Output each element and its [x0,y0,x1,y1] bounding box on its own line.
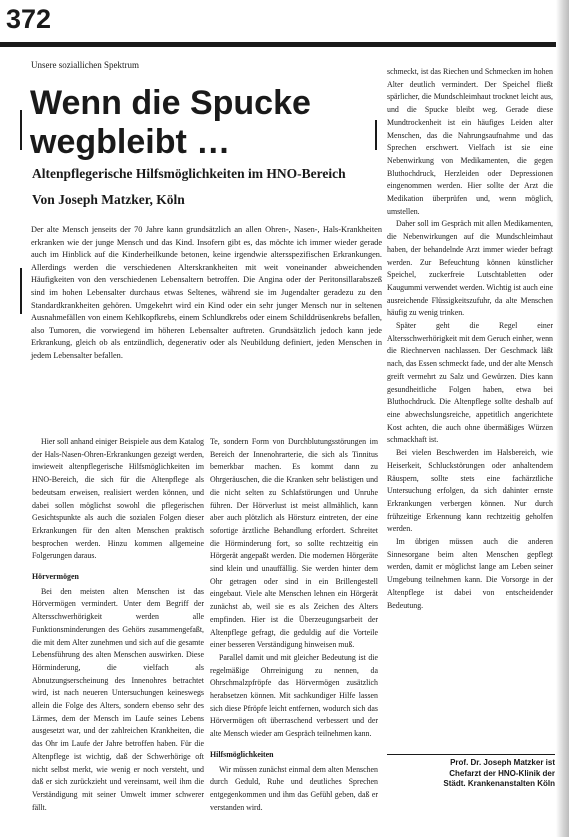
author-info-line: Städt. Krankenanstalten Köln [443,779,555,788]
body-paragraph: Hier soll anhand einiger Beispiele aus dem Katalog der Hals-Nasen-Ohren-Erkrankungen gezeigt werden, inwieweit altenpflegerische Hilfsmöglichkeiten im HNO-Bereich, die sich für die Altenpflege als bedeutsam erweisen, realisiert werden können, und dabei sollen möglichst sowohl die pflegerischen Gesichtspunkte als auch die sozialen Folgen dieser Erkrankungen für den alten Menschen praktisch besprochen werden. Hinzu kommen allgemeine Folgerungen daraus. [32,437,204,561]
author-info-line: Chefarzt der HNO-Klinik der [449,768,555,778]
section-kicker: Unsere soziallichen Spektrum [31,60,139,70]
section-heading: Hilfsmöglichkeiten [210,749,274,759]
body-paragraph: Bei vielen Beschwerden im Halsbereich, wie Heiserkeit, Schluckstörungen oder anhaltendem Räuspern, sollte stets eine fachärztliche Untersuchung erfolgen, da sich dahinter ernste Erkrankungen verbergen können. Nur durch frühzeitige Erkennung kann rechtzeitig geholfen werden. [387,448,553,534]
body-paragraph: Te, sondern Form von Durchblutungsstörungen im Bereich der Innenohrarterie, die sich als Tinnitus bemerkbar machen. Es kommt dann zu Ohrgeräuschen, die die Kranken sehr belästigen und die nicht selten zu Schlafstörungen und Unruhe führen. Der Hörverlust ist meist allmählich, kann aber auch plötzlich als Hörsturz eintreten, der eine sofortige ärztliche Behandlung erfordert. Schreitet die Hörminderung fort, so sollte rechtzeitig ein Hörgerät angepaßt werden. Die modernen Hörgeräte sind klein und unauffällig. Sie werden hinter dem Ohr getragen oder sind in ein Brillengestell eingebaut. Viele alte Menschen lehnen ein Hörgerät zunächst ab, weil sie es als Zeichen des Alters empfinden. Hier ist die Überzeugungsarbeit der Altenpflege gefragt, die geduldig auf die Vorteile einer besseren Verständigung hinweisen muß. [210,437,378,650]
text-column-middle [210,436,378,814]
lead-paragraph: Der alte Mensch jenseits der 70 Jahre kann grundsätzlich an allen Ohren-, Nasen-, Hals-Krankheiten erkranken wie der junge Mensch und das Kind. Insofern gibt es, das möchte ich immer wieder gerade auch im Hinblick auf die Kinderheilkunde betonen, keine irgendwie altersspezifischen Erkrankungen. Allerdings werden die verschiedenen Alterskrankheiten mit weit voneinander abweichenden Häufigkeiten von den verschiedenen Lebensaltern betroffen. Die Angina oder der Peritonsillarabszeß sind im hohen Lebensalter durchaus etwas Seltenes, während sie im Jugendalter geradezu zu den Standardkrankheiten gehören. Umgekehrt wird ein Kind oder ein sehr junger Mensch nur in seltenen Ausnahmefällen von einem Kehlkopfkrebs, einem Schlundkrebs oder einem Schilddrüsenkrebs befallen, also Tumoren, die vorwiegend im höheren Lebensalter auftreten. Grundsätzlich jedoch kann jede Erkrankung, gleich ob als entzündlich, degenerativ oder als Neubildung definiert, jeden Menschen in jedem Lebensalter befallen. [31,225,382,360]
body-paragraph: Bei den meisten alten Menschen ist das Hörvermögen vermindert. Unter dem Begriff der Altersschwerhörigkeit werden alle Funktionsminderungen des Gehörs zusammengefaßt, die mit dem Alter zunehmen und sich auf die gesamte Lebensführung des alten Menschen auswirken. Diese Hörminderung, die vielfach als Abnutzungserscheinung des Innenohres betrachtet wird, ist nach neueren Untersuchungen keineswegs allein die Folge des Alters, sondern ebenso sehr des Lärmes, dem der Mensch im Laufe seines Lebens ausgesetzt war, und der zahlreichen Krankheiten, die das Ohr im Laufe der Jahre betroffen haben. Für die Altenpflege ist wichtig, daß der Schwerhörige oft nicht selbst merkt, wie wenig er noch versteht, und daß er sich zurückzieht und vereinsamt, weil ihm die Verständigung mit seiner Umwelt immer schwerer fällt. [32,586,204,812]
body-paragraph: schmeckt, ist das Riechen und Schmecken im hohen Alter deutlich vermindert. Der Speichel fließt spärlicher, die Mundschleimhaut trocknet leicht aus, und die Spucke bleibt weg. Gerade diese Mundtrockenheit ist ein häufiges Leiden alter Menschen, das die Nahrungsaufnahme und das Sprechen erschwert. Vielfach ist sie eine Nebenwirkung von Medikamenten, die gegen Bluthochdruck, Herzleiden oder Depressionen eingenommen werden. Hier sollte der Arzt die Medikation überprüfen und, wenn möglich, umstellen. [387,67,553,216]
margin-mark [375,120,377,150]
author-box-rule [387,754,555,755]
section-heading: Hörvermögen [32,572,79,582]
body-paragraph: Daher soll im Gespräch mit allen Medikamenten, die Nebenwirkungen auf die Mundschleimhaut haben, der behandelnde Arzt immer wieder befragt werden. Zur Befeuchtung können künstlicher Speichel, zuckerfreie Lutschtabletten oder Kaugummi verwendet werden. Wichtig ist auch eine ausreichende Flüssigkeitszufuhr, da alte Menschen häufig zu wenig trinken. [387,219,553,318]
page-number: 372 [6,4,52,34]
article-author: Von Joseph Matzker, Köln [32,192,185,207]
header-rule [0,42,556,47]
text-column-left [32,436,204,814]
margin-mark [20,268,22,314]
author-info-line: Prof. Dr. Joseph Matzker ist [450,758,555,767]
article-title: Wenn die Spucke wegbleibt … [30,84,311,161]
body-paragraph: Später geht die Regel einer Altersschwerhörigkeit mit dem Geruch einher, wenn die Riechnerven nachlassen. Der Geschmack läßt nach, das Essen schmeckt fade, und der alte Mensch greift vermehrt zu Salz und Gewürzen. Dies kann gesundheitliche Folgen haben, etwa bei Bluthochdruck. Die Altenpflege sollte deshalb auf eine abwechslungsreiche, appetitlich angerichtete Kost achten, die auch ohne übermäßiges Würzen schmackhaft ist. [387,321,553,445]
margin-mark [20,110,22,150]
body-paragraph: Parallel damit und mit gleicher Bedeutung ist die regelmäßige Ohrreinigung zu nennen, da Ohrschmalzpfröpfe das Hörvermögen zusätzlich herabsetzen können. Mit sachkundiger Hilfe lassen sich diese Pfröpfe leicht entfernen, wodurch sich das Hörvermögen oft überraschend verbessert und der alte Mensch wieder am Gespräch teilnehmen kann. [210,652,378,739]
body-paragraph: Im übrigen müssen auch die anderen Sinnesorgane beim alten Menschen gepflegt werden, damit er möglichst lange am Leben seiner Umgebung teilnehmen kann. Die Vorsorge in der Altenpflege ist dabei von entscheidender Bedeutung. [387,537,553,610]
page-edge-shadow [556,0,569,837]
article-subtitle: Altenpflegerische Hilfsmöglichkeiten im HNO-Bereich [32,166,346,181]
body-paragraph: Wir müssen zunächst einmal dem alten Menschen durch Geduld, Ruhe und deutliches Sprechen entgegenkommen und ihm das Gefühl geben, daß er verstanden wird. [210,764,378,812]
author-info-box [387,758,555,790]
text-column-right [387,66,553,612]
